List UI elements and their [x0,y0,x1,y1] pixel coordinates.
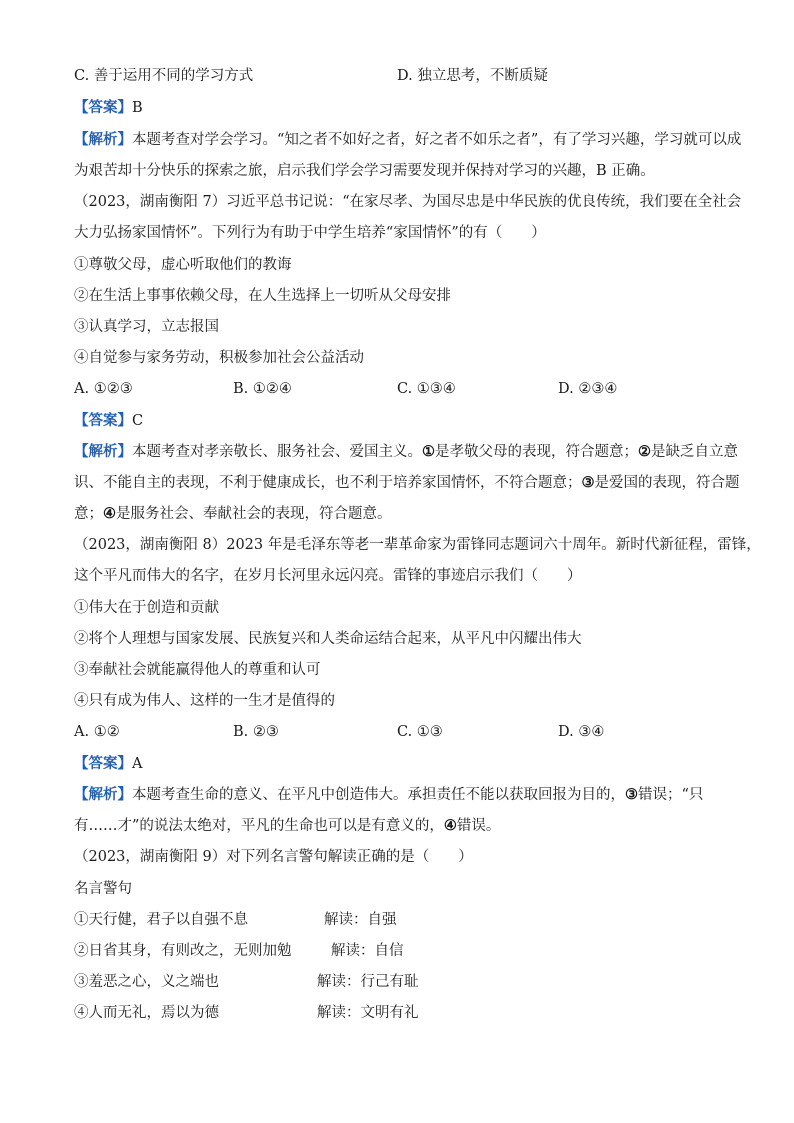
answer-tag: 【答案】 [74,99,132,116]
analysis-text: 错误。 [456,818,501,834]
analysis-text: 是服务社会、奉献社会的表现，符合题意。 [116,506,392,522]
analysis-text: 是孝敬父母的表现，符合题意； [435,444,638,460]
circled-number: ② [638,443,651,460]
analysis-text: 是缺乏自立意 [651,444,738,460]
analysis-text: 是爱国的表现，符合题 [594,475,740,491]
q7-analysis-line-2 [74,474,740,492]
circled-number: ③ [625,786,638,803]
analysis-text: 本题考查生命的意义、在平凡中创造伟大。承担责任不能以获取回报为目的， [132,787,625,803]
q7-item-2: ②在生活上事事依赖父母，在人生选择上一切听从父母安排 [74,288,451,304]
q8-option-c: C. ①③ [397,724,443,740]
q7-option-c: C. ①③④ [397,381,456,397]
analysis-text: 错误；“只 [638,787,704,803]
q8-item-2: ②将个人理想与国家发展、民族复兴和人类命运结合起来，从平凡中闪耀出伟大 [74,631,582,647]
q7-option-b: B. ①②④ [233,381,292,397]
answer-value: A [132,756,143,772]
q9-row-3-reading: 解读：行己有耻 [317,974,419,990]
analysis-text: 识、不能自主的表现，不利于健康成长，也不利于培养家国情怀，不符合题意； [74,475,582,491]
q7-option-d: D. ②③④ [558,381,618,397]
q6-answer [74,99,143,117]
q7-stem-line-1: （2023，湖南衡阳 7）习近平总书记说：“在家尽孝、为国尽忠是中华民族的优良传统，我们要在全社会 [74,194,742,210]
q8-stem-line-1: （2023，湖南衡阳 8）2023 年是毛泽东等老一辈革命家为雷锋同志题词六十周年。新时代新征程，雷锋， [74,537,761,553]
q8-item-1: ①伟大在于创造和贡献 [74,600,219,616]
answer-tag: 【答案】 [74,755,132,772]
q9-row-1-quote: ①天行健，君子以自强不息 [74,912,248,928]
q9-table-header: 名言警句 [74,881,132,897]
q8-stem-line-2: 这个平凡而伟大的名字，在岁月长河里永远闪亮。雷锋的事迹启示我们（ ） [74,568,582,584]
q7-analysis-line-1 [74,443,738,461]
circled-number: ④ [103,505,116,522]
q7-analysis-line-3 [74,505,392,523]
q6-option-d: D. 独立思考，不断质疑 [397,68,548,84]
q7-answer [74,412,143,430]
q6-option-c: C. 善于运用不同的学习方式 [74,68,254,84]
q8-answer [74,755,142,773]
answer-value: C [132,413,144,429]
q7-stem-line-2: 大力弘扬家国情怀”。下列行为有助于中学生培养“家国情怀”的有（ ） [74,225,546,241]
analysis-text: 本题考查对学会学习。“知之者不如好之者，好之者不如乐之者”，有了学习兴趣，学习就可以成 [132,132,742,148]
q9-row-2-reading: 解读：自信 [331,943,404,959]
q9-row-1-reading: 解读：自强 [324,912,397,928]
analysis-tag: 【解析】 [74,443,132,460]
q9-row-4-quote: ④人而无礼，焉以为德 [74,1005,219,1021]
circled-number: ① [422,443,435,460]
answer-tag: 【答案】 [74,412,132,429]
q8-option-d: D. ③④ [558,724,605,740]
analysis-text: 意； [74,506,103,522]
analysis-text: 本题考查对孝亲敬长、服务社会、爱国主义。 [132,444,422,460]
q9-row-2-quote: ②日省其身，有则改之，无则加勉 [74,943,292,959]
q8-item-3: ③奉献社会就能赢得他人的尊重和认可 [74,662,321,678]
q7-item-1: ①尊敬父母，虚心听取他们的教诲 [74,257,292,273]
q7-item-4: ④自觉参与家务劳动，积极参加社会公益活动 [74,350,364,366]
q8-option-a: A. ①② [74,724,120,740]
q8-option-b: B. ②③ [233,724,279,740]
analysis-text: 有……才”的说法太绝对，平凡的生命也可以是有意义的， [74,818,444,834]
circled-number: ③ [581,474,595,491]
q9-row-4-reading: 解读：文明有礼 [317,1005,419,1021]
q7-item-3: ③认真学习，立志报国 [74,319,219,335]
analysis-tag: 【解析】 [74,131,132,148]
q6-analysis-line-2: 为艰苦却十分快乐的探索之旅，启示我们学会学习需要发现并保持对学习的兴趣，B 正确。 [74,163,655,179]
q9-row-3-quote: ③羞恶之心，义之端也 [74,974,219,990]
q8-item-4: ④只有成为伟人、这样的一生才是值得的 [74,693,335,709]
circled-number: ④ [443,817,457,834]
analysis-tag: 【解析】 [74,786,132,803]
answer-value: B [132,100,143,116]
q7-option-a: A. ①②③ [74,381,133,397]
q6-analysis-line-1 [74,131,741,149]
q8-analysis-line-2 [74,817,500,835]
q9-stem: （2023，湖南衡阳 9）对下列名言警句解读正确的是（ ） [74,849,473,865]
q8-analysis-line-1 [74,786,703,804]
